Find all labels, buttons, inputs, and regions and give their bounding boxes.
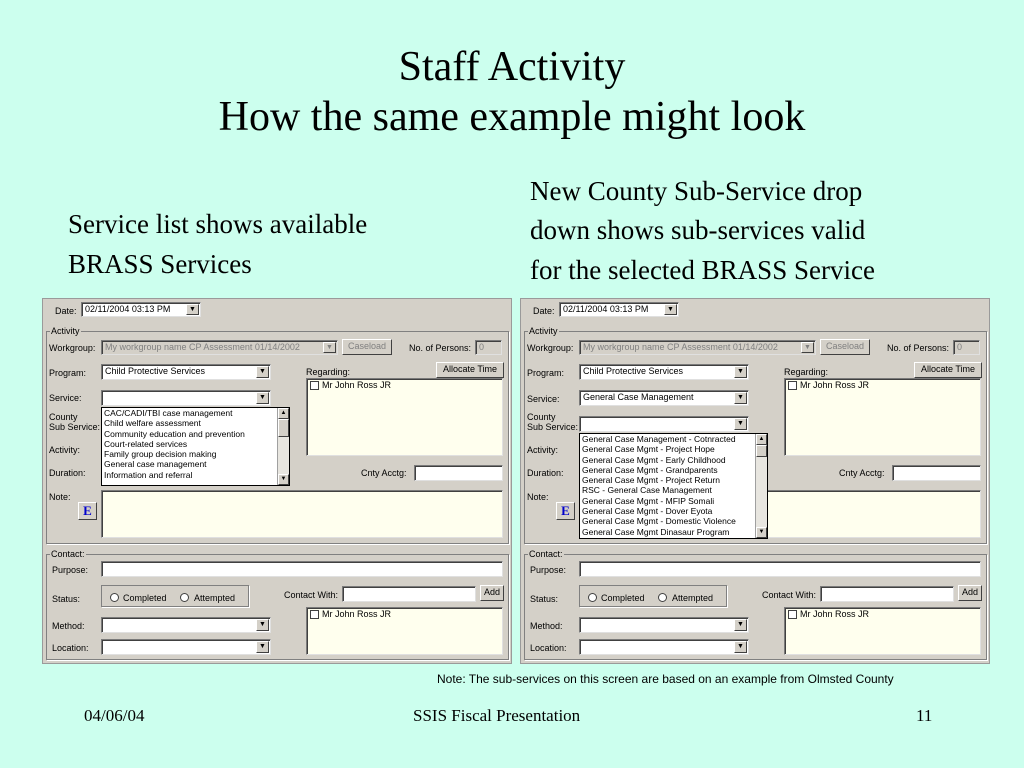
allocate-time-button[interactable]: Allocate Time xyxy=(436,362,504,378)
activity-group-label: Activity xyxy=(51,326,80,336)
purpose-field[interactable] xyxy=(579,561,981,577)
regarding-person: Mr John Ross JR xyxy=(322,380,392,390)
left-staff-activity-window xyxy=(42,298,512,664)
workgroup-label: Workgroup: xyxy=(527,343,574,353)
service-option[interactable]: CAC/CADI/TBI case management xyxy=(104,408,233,418)
county-sub-service-label-1: County xyxy=(527,412,556,422)
chevron-down-icon[interactable]: ▼ xyxy=(256,392,269,404)
chevron-down-icon[interactable]: ▼ xyxy=(734,366,747,378)
regarding-label: Regarding: xyxy=(784,367,829,377)
regarding-checkbox[interactable] xyxy=(310,381,319,390)
chevron-down-icon[interactable]: ▼ xyxy=(256,619,269,631)
sub-service-option[interactable]: General Case Mgmt - Domestic Violence xyxy=(582,516,736,527)
cnty-acctg-field[interactable] xyxy=(892,465,981,481)
method-label: Method: xyxy=(530,621,563,631)
chevron-down-icon[interactable]: ▼ xyxy=(734,641,747,653)
activity-label: Activity: xyxy=(49,445,81,455)
contact-group-label: Contact: xyxy=(529,549,563,559)
regarding-list xyxy=(306,378,503,456)
workgroup-value: My workgroup name CP Assessment 01/14/2002 xyxy=(105,342,300,352)
date-value: 02/11/2004 03:13 PM xyxy=(563,304,649,314)
allocate-time-button[interactable]: Allocate Time xyxy=(914,362,982,378)
service-option[interactable]: Family group decision making xyxy=(104,449,217,460)
caseload-button: Caseload xyxy=(342,339,392,355)
attempted-radio[interactable] xyxy=(658,593,667,602)
duration-label: Duration: xyxy=(49,468,86,478)
contact-with-list xyxy=(306,607,503,655)
status-label: Status: xyxy=(530,594,559,604)
duration-label: Duration: xyxy=(527,468,564,478)
attempted-radio[interactable] xyxy=(180,593,189,602)
scroll-thumb[interactable] xyxy=(278,419,289,437)
contact-person: Mr John Ross JR xyxy=(800,609,870,619)
county-sub-service-label-2: Sub Service: xyxy=(49,422,101,432)
chevron-down-icon[interactable]: ▼ xyxy=(256,641,269,653)
right-staff-activity-window xyxy=(520,298,990,664)
contact-person: Mr John Ross JR xyxy=(322,609,392,619)
no-persons-field: 0 xyxy=(475,340,502,355)
edit-note-button[interactable]: E xyxy=(78,502,97,520)
workgroup-field xyxy=(579,340,816,355)
sub-service-option[interactable]: General Case Mgmt - Dover Eyota xyxy=(582,506,713,517)
program-select[interactable] xyxy=(101,364,271,380)
date-field[interactable] xyxy=(81,302,201,317)
service-dropdown-list[interactable] xyxy=(101,407,290,486)
method-label: Method: xyxy=(52,621,85,631)
caption-right-line1: New County Sub-Service drop xyxy=(530,176,863,206)
add-contact-button[interactable]: Add xyxy=(480,585,504,601)
program-label: Program: xyxy=(527,368,565,378)
scroll-down-icon[interactable]: ▼ xyxy=(756,527,767,538)
activity-label: Activity: xyxy=(527,445,559,455)
cnty-acctg-field[interactable] xyxy=(414,465,503,481)
date-label: Date: xyxy=(533,306,555,316)
sub-service-option[interactable]: RSC - General Case Management xyxy=(582,485,712,496)
cnty-acctg-label: Cnty Acctg: xyxy=(839,468,885,478)
caption-right-line2: down shows sub-services valid xyxy=(530,215,866,245)
service-option[interactable]: Community education and prevention xyxy=(104,428,245,439)
attempted-label: Attempted xyxy=(194,593,236,603)
date-value: 02/11/2004 03:13 PM xyxy=(85,304,171,314)
workgroup-field xyxy=(101,340,338,355)
slide-subtitle: How the same example might look xyxy=(218,94,806,140)
caption-right-line3: for the selected BRASS Service xyxy=(530,255,875,285)
chevron-down-icon: ▼ xyxy=(801,342,814,353)
date-label: Date: xyxy=(55,306,77,316)
contact-with-field[interactable] xyxy=(342,586,476,602)
scroll-up-icon[interactable]: ▲ xyxy=(756,434,767,445)
chevron-down-icon: ▼ xyxy=(323,342,336,353)
county-sub-service-label-2: Sub Service: xyxy=(527,422,579,432)
completed-label: Completed xyxy=(123,593,167,603)
contact-with-list xyxy=(784,607,981,655)
note-label: Note: xyxy=(527,492,549,502)
sub-service-option[interactable]: General Case Mgmt - Project Return xyxy=(582,475,720,486)
service-option[interactable]: General case management xyxy=(104,459,207,470)
workgroup-label: Workgroup: xyxy=(49,343,96,353)
contact-with-label: Contact With: xyxy=(762,590,817,600)
purpose-label: Purpose: xyxy=(52,565,89,575)
chevron-down-icon[interactable]: ▼ xyxy=(664,304,677,315)
service-select[interactable] xyxy=(579,390,749,406)
regarding-label: Regarding: xyxy=(306,367,351,377)
program-value: Child Protective Services xyxy=(105,366,206,376)
cnty-acctg-label: Cnty Acctg: xyxy=(361,468,407,478)
county-sub-service-label-1: County xyxy=(49,412,78,422)
purpose-label: Purpose: xyxy=(530,565,567,575)
method-select[interactable] xyxy=(579,617,749,633)
footer-title: SSIS Fiscal Presentation xyxy=(413,706,581,725)
sub-service-list-scrollbar[interactable] xyxy=(755,434,767,538)
location-select[interactable] xyxy=(101,639,271,655)
chevron-down-icon[interactable]: ▼ xyxy=(256,366,269,378)
regarding-person: Mr John Ross JR xyxy=(800,380,870,390)
no-persons-field: 0 xyxy=(953,340,980,355)
service-list-scrollbar[interactable] xyxy=(277,408,289,485)
sub-service-dropdown-list[interactable] xyxy=(579,433,768,539)
sub-service-option[interactable]: General Case Mgmt - Project Hope xyxy=(582,444,715,455)
no-persons-label: No. of Persons: xyxy=(409,343,472,353)
add-contact-button[interactable]: Add xyxy=(958,585,982,601)
activity-group-label: Activity xyxy=(529,326,558,336)
note-textarea[interactable] xyxy=(101,490,503,538)
contact-checkbox[interactable] xyxy=(310,610,319,619)
method-select[interactable] xyxy=(101,617,271,633)
regarding-list xyxy=(784,378,981,456)
service-select[interactable] xyxy=(101,390,271,406)
chevron-down-icon[interactable]: ▼ xyxy=(734,619,747,631)
contact-with-label: Contact With: xyxy=(284,590,339,600)
slide-title: Staff Activity xyxy=(398,44,626,90)
scroll-thumb[interactable] xyxy=(756,445,767,457)
caption-left-line2: BRASS Services xyxy=(68,249,252,279)
purpose-field[interactable] xyxy=(101,561,503,577)
sub-service-option[interactable]: General Case Mgmt Dinasaur Program xyxy=(582,526,730,537)
completed-radio[interactable] xyxy=(588,593,597,602)
program-label: Program: xyxy=(49,368,87,378)
service-option[interactable]: Information and referral xyxy=(104,469,193,480)
program-value: Child Protective Services xyxy=(583,366,684,376)
location-label: Location: xyxy=(530,643,567,653)
service-label: Service: xyxy=(527,394,560,404)
footer-page-number: 11 xyxy=(916,706,933,725)
footer-date: 04/06/04 xyxy=(84,706,145,725)
chevron-down-icon[interactable]: ▼ xyxy=(734,392,747,404)
regarding-checkbox[interactable] xyxy=(788,381,797,390)
sub-service-option[interactable]: General Case Mgmt - MFIP Somali xyxy=(582,495,715,506)
sub-service-option[interactable]: General Case Mgmt - Grandparents xyxy=(582,464,718,475)
completed-radio[interactable] xyxy=(110,593,119,602)
contact-checkbox[interactable] xyxy=(788,610,797,619)
program-select[interactable] xyxy=(579,364,749,380)
service-value: General Case Management xyxy=(583,392,694,402)
location-label: Location: xyxy=(52,643,89,653)
status-label: Status: xyxy=(52,594,81,604)
workgroup-value: My workgroup name CP Assessment 01/14/2002 xyxy=(583,342,778,352)
footnote: Note: The sub-services on this screen are based on an example from Olmsted County xyxy=(437,672,894,686)
scroll-up-icon[interactable]: ▲ xyxy=(278,408,289,419)
date-field[interactable] xyxy=(559,302,679,317)
scroll-down-icon[interactable]: ▼ xyxy=(278,474,289,485)
sub-service-option[interactable]: General Case Mgmt - Early Childhood xyxy=(582,454,726,465)
note-label: Note: xyxy=(49,492,71,502)
no-persons-label: No. of Persons: xyxy=(887,343,950,353)
completed-label: Completed xyxy=(601,593,645,603)
service-option[interactable]: Court-related services xyxy=(104,438,188,449)
chevron-down-icon[interactable]: ▼ xyxy=(734,418,747,430)
service-label: Service: xyxy=(49,393,82,403)
county-sub-service-select[interactable] xyxy=(579,416,749,432)
chevron-down-icon[interactable]: ▼ xyxy=(186,304,199,315)
service-option[interactable]: Child welfare assessment xyxy=(104,418,201,429)
caseload-button: Caseload xyxy=(820,339,870,355)
sub-service-option[interactable]: General Case Management - Cotnracted xyxy=(582,434,736,444)
contact-group-label: Contact: xyxy=(51,549,85,559)
caption-left-line1: Service list shows available xyxy=(68,209,368,239)
attempted-label: Attempted xyxy=(672,593,714,603)
location-select[interactable] xyxy=(579,639,749,655)
contact-with-field[interactable] xyxy=(820,586,954,602)
edit-note-button[interactable]: E xyxy=(556,502,575,520)
